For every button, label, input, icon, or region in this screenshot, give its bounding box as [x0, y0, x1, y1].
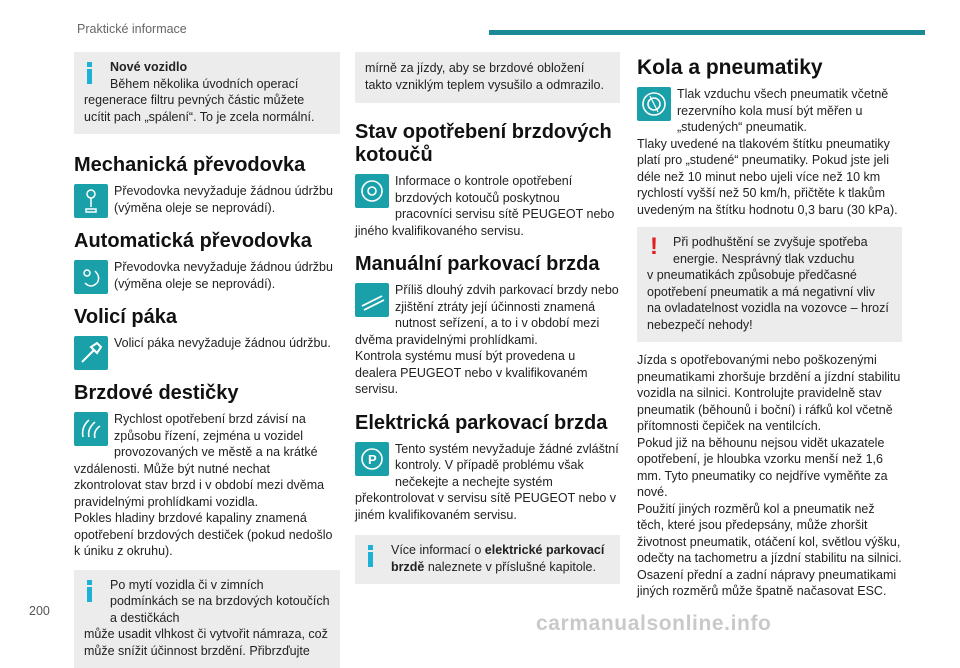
tyres-paragraph-1: Jízda s opotřebovanými nebo poškozenými pneumatikami zhoršuje brzdění a jízdní stabilitu vozidla na silnici. Kontrolujte pravidelně stav pneumatik (běhounů i boční) i ráfků kol včetně přítomnosti čepiček na ventilcích.	[637, 352, 902, 435]
note-text: regenerace filtru pevných částic můžete ucítit pach „spálení“. To je zcela normální.	[84, 92, 330, 125]
warning-indent: Při podhuštění se zvyšuje spotřeba energie. Nesprávný tlak vzduchu	[647, 234, 892, 267]
note-wash-rest: může usadit vlhkost či vytvořit námraza, což může snížit účinnost brzdění. Přibrzďujte	[84, 626, 330, 659]
warning-rest: v pneumatikách způsobuje předčasné opotřebení pneumatik a má negativní vliv na ovladatelnost vozidla na vozovce – hrozí nebezpečí nehody!	[647, 267, 892, 333]
note-line: Během několika úvodních operací	[110, 76, 330, 93]
tyres-paragraph-4: Osazení přední a zadní nápravy pneumatikami jiných rozměrů může špatně načasovat ESC.	[637, 567, 902, 600]
column-1	[74, 52, 340, 668]
note-more-info	[355, 535, 620, 584]
column-3	[637, 52, 902, 600]
automatic-gearbox-icon	[74, 260, 108, 294]
note-wash-continued-text: mírně za jízdy, aby se brzdové obložení takto vzniklým teplem vysušilo a odmrazilo.	[365, 60, 610, 93]
warning-underinflation	[637, 227, 902, 342]
auto-gearbox-item	[74, 259, 340, 296]
brake-pads-item	[74, 411, 340, 560]
heading-electric-brake: Elektrická parkovací brzda	[355, 412, 620, 435]
tyres-paragraph-3: Použití jiných rozměrů kol a pneumatik než těch, které jsou předepsány, může zhoršit životnost pneumatik, otáčení kol, světlou výšku, odečty na tachometru a jízdní stabilitu na silnici.	[637, 501, 902, 567]
heading-auto-gearbox: Automatická převodovka	[74, 230, 340, 253]
tyres-paragraph-2: Pokud již na běhounu nejsou vidět ukazatele opotřebení, je hloubka vzorku menší než 1,6 mm. Tyto pneumatiky co nejdříve vyměňte za nové.	[637, 435, 902, 501]
brake-disc-icon	[355, 174, 389, 208]
svg-text:P: P	[368, 452, 377, 467]
tyres-paragraphs	[637, 352, 902, 600]
hand-brake-icon	[355, 283, 389, 317]
auto-gearbox-text: Převodovka nevyžaduje žádnou údržbu (výměna oleje se neprovádí).	[74, 259, 340, 292]
electric-brake-text: Tento systém nevyžaduje žádné zvláštní kontroly. V případě problému však nečekejte a nechejte systém překontrolovat v servisu sítě PEUGEOT nebo v jiném kvalifikovaném servisu.	[355, 441, 620, 524]
heading-selector: Volicí páka	[74, 306, 340, 329]
tyres-text-2: Tlaky uvedené na tlakovém štítku pneumatiky platí pro „studené“ pneumatiky. Pokud jste jeli déle než 10 minut nebo ujeli více než 10 km rychlostí vyšší než 50 km/h, přičtěte k tlakům uvedeným na štítku hodnotu 0,3 baru (30 kPa).	[637, 136, 902, 219]
note-wash-indent: Po mytí vozidla či v zimních podmínkách se na brzdových kotoučích a destičkách	[84, 577, 330, 627]
note-new-vehicle	[74, 52, 340, 134]
manual-gearbox-item	[74, 183, 340, 220]
tyre-icon	[637, 87, 671, 121]
brake-discs-item	[355, 173, 620, 239]
heading-hand-brake: Manuální parkovací brzda	[355, 253, 620, 276]
manual-gearbox-text: Převodovka nevyžaduje žádnou údržbu (výměna oleje se neprovádí).	[74, 183, 340, 216]
note-wash-continued	[355, 52, 620, 103]
info-icon	[83, 62, 99, 84]
selector-text: Volicí páka nevyžaduje žádnou údržbu.	[74, 335, 340, 352]
heading-brake-discs: Stav opotřebení brzdových kotoučů	[355, 121, 620, 167]
brake-pads-text: Rychlost opotřebení brzd závisí na způsobu řízení, zejména u vozidel provozovaných ve městě a na krátké vzdálenosti. Může být nutné nechat zkontrolovat stav brzd i v období mezi dvěma pravidelnými prohlídkami vozidla.	[74, 411, 340, 510]
note-title: Nové vozidlo	[110, 59, 330, 76]
selector-item	[74, 335, 340, 372]
hand-brake-item	[355, 282, 620, 398]
heading-brake-pads: Brzdové destičky	[74, 382, 340, 405]
parking-brake-p-icon	[355, 442, 389, 476]
heading-manual-gearbox: Mechanická převodovka	[74, 154, 340, 177]
column-2	[355, 52, 620, 584]
tyres-text: Tlak vzduchu všech pneumatik včetně rezervního kola musí být měřen u „studených“ pneumatik.	[637, 86, 902, 136]
gear-lever-icon	[74, 184, 108, 218]
brake-pad-icon	[74, 412, 108, 446]
note-more-info-text: Více informací o elektrické parkovací brzdě naleznete v příslušné kapitole.	[365, 542, 610, 575]
info-icon	[364, 545, 380, 567]
electric-brake-item	[355, 441, 620, 524]
warning-icon: !	[650, 235, 658, 259]
watermark: carmanualsonline.info	[536, 612, 771, 636]
brake-pads-text-2: Pokles hladiny brzdové kapaliny znamená opotřebení brzdových destiček (pokud nedošlo k úniku z okruhu).	[74, 510, 340, 560]
hand-brake-text: Příliš dlouhý zdvih parkovací brzdy nebo zjištění ztráty její účinnosti znamená nutnost seřízení, a to i v období mezi dvěma pravidelnými prohlídkami.	[355, 282, 620, 348]
tyres-item	[637, 86, 902, 218]
wrench-icon	[74, 336, 108, 370]
brake-discs-text: Informace o kontrole opotřebení brzdových kotoučů poskytnou pracovníci servisu sítě PEUGEOT nebo jiného kvalifikovaného servisu.	[355, 173, 620, 239]
header-section-title: Praktické informace	[77, 22, 187, 36]
info-icon	[83, 580, 99, 602]
hand-brake-text-2: Kontrola systému musí být provedena u dealera PEUGEOT nebo v kvalifikovaném servisu.	[355, 348, 620, 398]
page-number: 200	[29, 604, 50, 618]
note-wash	[74, 570, 340, 668]
header-accent-bar	[489, 30, 925, 35]
heading-wheels-tyres: Kola a pneumatiky	[637, 56, 902, 80]
